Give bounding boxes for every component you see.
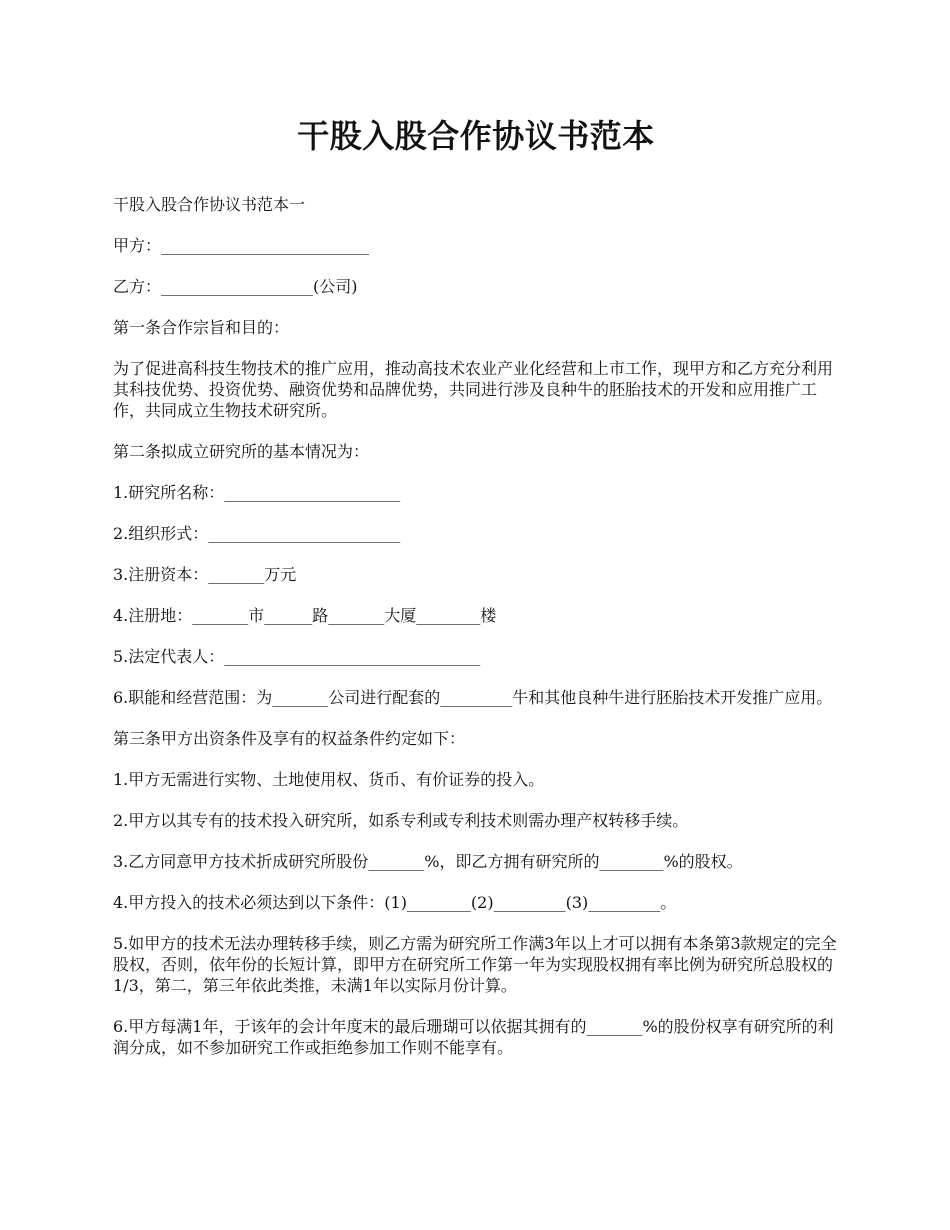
article-3-item-2: 2.甲方以其专有的技术投入研究所，如系专利或专利技术则需办理产权转移手续。 [113,811,689,830]
subtitle-line: 干股入股合作协议书范本一 [113,195,306,214]
article-2-item-5: 5.法定代表人：________________________________ [113,647,481,666]
article-3-item-4: 4.甲方投入的技术必须达到以下条件：(1)________(2)_________(3)_________。 [113,893,677,912]
article-3-item-3: 3.乙方同意甲方技术折成研究所股份_______%，即乙方拥有研究所的________%的股权。 [113,852,743,871]
article-3-heading: 第三条甲方出资条件及享有的权益条件约定如下： [113,729,466,748]
article-2-item-4: 4.注册地：_______市______路_______大厦________楼 [113,606,497,625]
article-3-item-6: 6.甲方每满1年，于该年的会计年度末的最后珊瑚可以依据其拥有的_______%的股份权享有研究所的利润分成，如不参加研究工作或拒绝参加工作则不能享有。 [113,1017,834,1057]
article-1-body: 为了促进高科技生物技术的推广应用，推动高技术农业产业化经营和上市工作，现甲方和乙方充分利用其科技优势、投资优势、融资优势和品牌优势，共同进行涉及良种牛的胚胎技术的开发和应用推广工作，共同成立生物技术研究所。 [113,359,834,420]
article-2-item-3: 3.注册资本：_______万元 [113,565,297,584]
party-b-line: 乙方：___________________(公司) [113,277,358,296]
article-3-item-5: 5.如甲方的技术无法办理转移手续，则乙方需为研究所工作满3年以上才可以拥有本条第3款规定的完全股权，否则，依年份的长短计算，即甲方在研究所工作第一年为实现股权拥有率比例为研究所总股权的1/3，第二，第三年依此类推，未满1年以实际月份计算。 [113,934,837,995]
article-3-item-1: 1.甲方无需进行实物、土地使用权、货币、有价证券的投入。 [113,770,545,789]
article-2-item-1: 1.研究所名称：______________________ [113,483,401,502]
article-2-heading: 第二条拟成立研究所的基本情况为： [113,442,370,461]
party-a-line: 甲方：__________________________ [113,236,370,255]
article-2-item-2: 2.组织形式：________________________ [113,524,401,543]
document-title: 干股入股合作协议书范本 [297,117,655,155]
article-1-heading: 第一条合作宗旨和目的： [113,318,290,337]
article-2-item-6: 6.职能和经营范围：为_______公司进行配套的_________牛和其他良种牛进行胚胎技术开发推广应用。 [113,688,833,707]
